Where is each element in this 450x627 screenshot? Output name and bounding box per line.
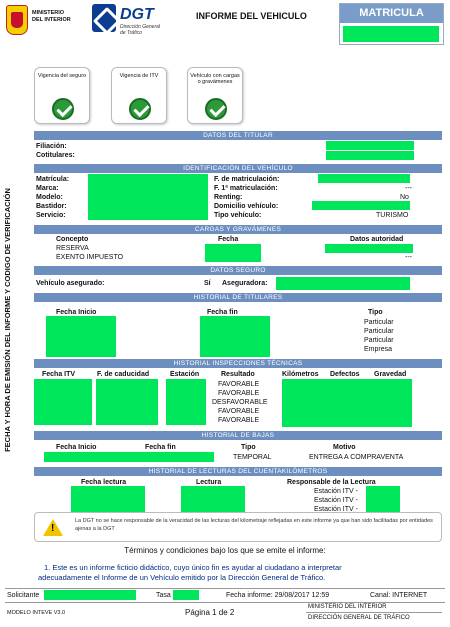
footer-tasa: Tasa [156, 592, 171, 599]
matricula-label: MATRICULA [340, 4, 443, 23]
redaction [325, 244, 413, 253]
section-titular: DATOS DEL TITULAR [34, 131, 442, 140]
label-marca: Marca: [36, 185, 59, 192]
header-lectura: Lectura [196, 479, 222, 486]
check-icon [129, 98, 151, 120]
report-header [0, 0, 450, 46]
redaction [96, 379, 158, 425]
value-exento: --- [405, 254, 412, 261]
section-historial-titulares: HISTORIAL DE TITULARES [34, 293, 442, 302]
section-bajas: HISTORIAL DE BAJAS [34, 431, 442, 440]
header-baja-motivo: Motivo [333, 444, 356, 451]
label-f-matriculacion: F. de matriculación: [214, 176, 280, 183]
card-itv [111, 67, 167, 124]
label-modelo: Modelo: [36, 194, 63, 201]
tipo-row: Particular [364, 319, 394, 326]
header-gravedad: Gravedad [374, 371, 407, 378]
footer-solicitante: Solicitante [7, 592, 40, 599]
terms-line2: adecuadamente el Informe de un Vehículo emitido por la Dirección General de Tráfico. [38, 573, 326, 582]
header-estacion: Estación [170, 371, 200, 378]
dgt-sub-line2: de Tráfico [120, 30, 142, 36]
redaction [312, 201, 410, 210]
header-fecha-inicio: Fecha Inicio [56, 309, 97, 316]
terms-body [38, 563, 434, 583]
terms-line1: 1. Este es un informe ficticio didáctico, cuyo único fin es ayudar al ciudadano a interpretar [44, 563, 342, 572]
footer-modelo: MODELO INTEVE V3.0 [7, 610, 66, 616]
label-f-primera: F. 1ª matriculación: [214, 185, 278, 192]
redaction [276, 277, 410, 290]
value-f-primera: --- [405, 185, 412, 192]
header-fecha: Fecha [218, 236, 239, 243]
value-baja-motivo: ENTREGA A COMPRAVENTA [309, 454, 404, 461]
header-baja-inicio: Fecha Inicio [56, 444, 97, 451]
card-seguro-label: Vigencia del seguro [37, 73, 87, 79]
header-fecha-lectura: Fecha lectura [81, 479, 127, 486]
footer-pagina: Página 1 de 2 [185, 608, 235, 617]
value-baja-tipo: TEMPORAL [233, 454, 272, 461]
label-tipo: Tipo vehículo: [214, 212, 262, 219]
footer-canal: Canal: INTERNET [370, 592, 428, 599]
check-icon [205, 98, 227, 120]
redaction [366, 486, 400, 513]
tipo-row: Empresa [364, 346, 393, 353]
section-vehiculo: IDENTIFICACIÓN DEL VEHÍCULO [34, 164, 442, 173]
redaction [166, 379, 206, 425]
footer-divider [5, 602, 445, 603]
redaction [326, 141, 414, 150]
card-seguro [34, 67, 90, 124]
value-renting: No [400, 194, 409, 201]
header-fecha-itv: Fecha ITV [42, 371, 76, 378]
footer-org2: DIRECCIÓN GENERAL DE TRÁFICO [308, 615, 410, 621]
ministry-line2: DEL INTERIOR [32, 17, 71, 23]
header-autoridad: Datos autoridad [350, 236, 404, 243]
footer-org1: MINISTERIO DEL INTERIOR [308, 604, 387, 610]
row-exento: EXENTO IMPUESTO [56, 254, 124, 261]
dgt-sub-line1: Dirección General [120, 24, 161, 30]
header-responsable: Responsable de la Lectura [287, 479, 376, 486]
coat-of-arms-icon [6, 5, 28, 35]
header-concepto: Concepto [56, 236, 89, 243]
resultado-row: DESFAVORABLE [212, 399, 268, 406]
header-km: Kilómetros [282, 371, 319, 378]
check-icon [52, 98, 74, 120]
redaction [200, 316, 270, 357]
resultado-row: FAVORABLE [218, 390, 260, 397]
header-baja-fin: Fecha fin [145, 444, 176, 451]
label-aseguradora: Aseguradora: [222, 280, 268, 287]
row-reserva: RESERVA [56, 245, 89, 252]
resultado-row: FAVORABLE [218, 381, 260, 388]
card-cargas [187, 67, 243, 124]
section-cuentakm: HISTORIAL DE LECTURAS DEL CUENTAKILÓMETROS [34, 467, 442, 476]
redaction [326, 151, 414, 160]
tipo-row: Particular [364, 337, 394, 344]
header-tipo: Tipo [368, 309, 383, 316]
card-itv-label: Vigencia de ITV [119, 73, 159, 79]
footer-divider [5, 588, 445, 589]
header-baja-tipo: Tipo [241, 444, 256, 451]
redaction [318, 174, 410, 183]
label-asegurado: Vehículo asegurado: [36, 280, 105, 287]
side-verification-text: FECHA Y HORA DE EMISIÓN DEL INFORME Y CODIGO DE VERIFICACIÓN [3, 188, 12, 452]
estacion-row: Estación ITV - [314, 488, 358, 495]
redaction [181, 486, 245, 513]
warning-icon [43, 519, 63, 536]
resultado-row: FAVORABLE [218, 417, 260, 424]
section-cargas: CARGAS Y GRAVÁMENES [34, 225, 442, 234]
label-matricula: Matrícula: [36, 176, 70, 183]
redaction [173, 590, 199, 600]
kilometraje-warning [34, 512, 442, 542]
footer-org-divider [306, 612, 442, 613]
dgt-title: DGT [120, 6, 154, 23]
header-fecha-fin: Fecha fin [207, 309, 238, 316]
estacion-row: Estación ITV - [314, 506, 358, 513]
redaction [34, 379, 92, 425]
label-filiacion: Filiación: [36, 143, 67, 150]
label-servicio: Servicio: [36, 212, 66, 219]
label-renting: Renting: [214, 194, 243, 201]
value-asegurado: Sí [204, 280, 211, 287]
footer-fecha-informe: Fecha informe: 29/08/2017 12:59 [226, 592, 330, 599]
resultado-row: FAVORABLE [218, 408, 260, 415]
value-tipo: TURISMO [376, 212, 409, 219]
document-title: INFORME DEL VEHICULO [196, 11, 307, 21]
redaction [282, 379, 412, 427]
redaction [46, 316, 116, 357]
redaction [88, 174, 208, 220]
dgt-logo [92, 4, 166, 38]
card-cargas-label: Vehículo con cargas o gravámenes [190, 73, 240, 85]
label-cotitulares: Cotitulares: [36, 152, 75, 159]
matricula-redaction [343, 26, 439, 42]
label-domicilio: Domicilio vehículo: [214, 203, 279, 210]
redaction [71, 486, 145, 513]
header-defectos: Defectos [330, 371, 360, 378]
dgt-emblem-icon [92, 4, 116, 32]
label-bastidor: Bastidor: [36, 203, 67, 210]
terms-title: Términos y condiciones bajo los que se emite el informe: [124, 546, 326, 555]
estacion-row: Estación ITV - [314, 497, 358, 504]
ministry-logo [6, 5, 86, 39]
tipo-row: Particular [364, 328, 394, 335]
header-caducidad: F. de caducidad [97, 371, 150, 378]
warning-text: La DGT no se hace responsable de la veracidad de las lecturas del kilometraje reflejadas en este informe ya que han sido facilitadas por entidades ajenas a la DGT [75, 518, 433, 532]
redaction [44, 590, 136, 600]
matricula-box [339, 3, 444, 45]
ministry-line1: MINISTERIO [32, 10, 65, 16]
redaction [44, 452, 214, 462]
section-itv: HISTORIAL INSPECCIONES TÉCNICAS [34, 359, 442, 368]
section-seguro: DATOS SEGURO [34, 266, 442, 275]
header-resultado: Resultado [221, 371, 255, 378]
redaction [205, 244, 261, 262]
